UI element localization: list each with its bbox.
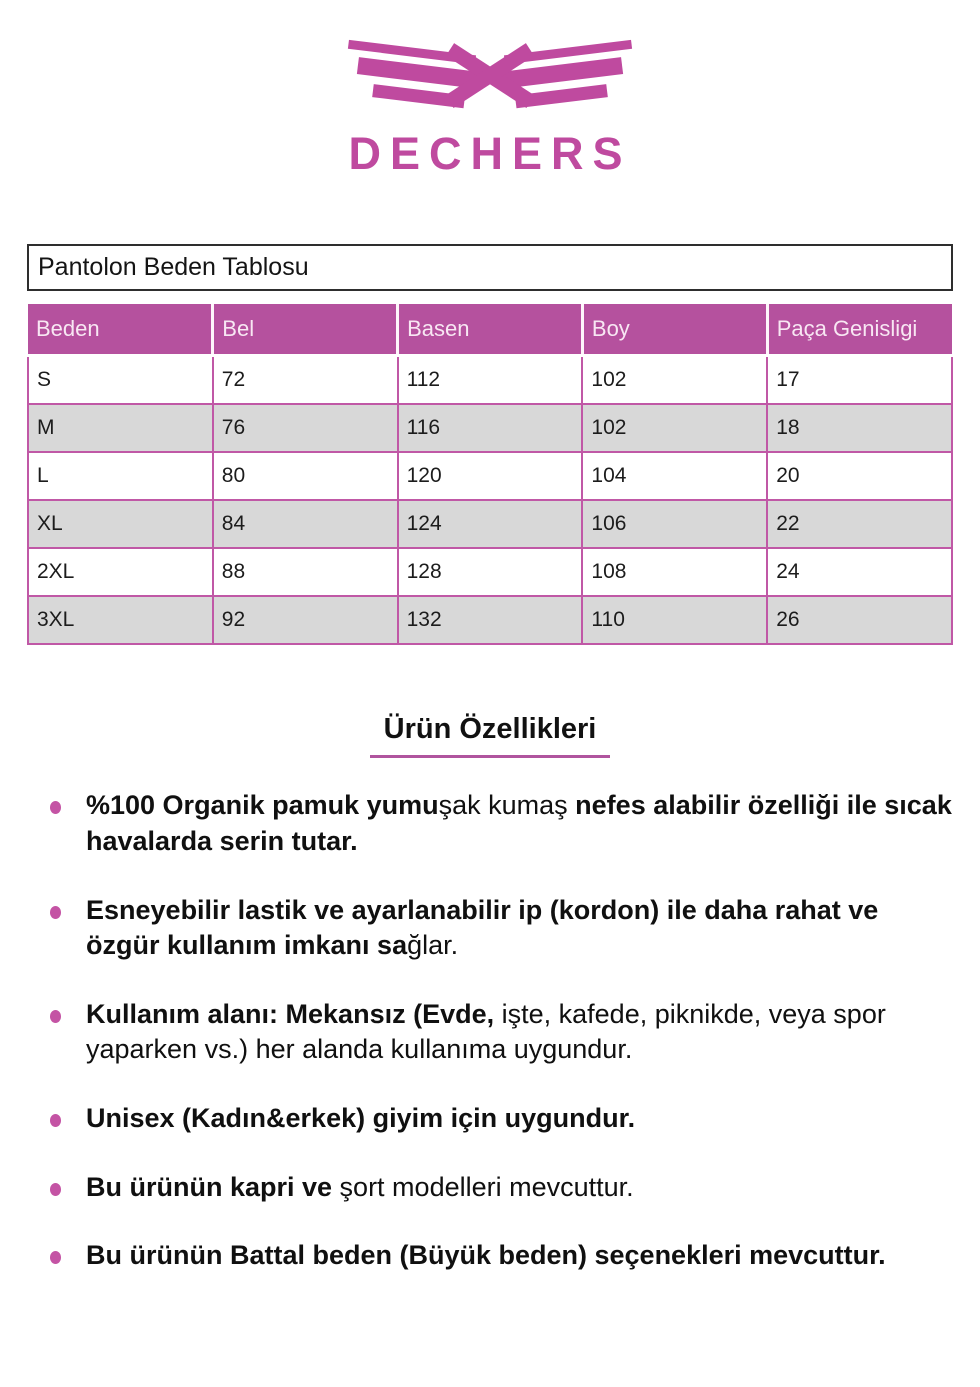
table-cell: 88 [213, 548, 398, 596]
size-table-head [28, 304, 952, 356]
winged-x-logo-icon [340, 30, 640, 128]
feature-text-segment: şort modelleri mevcuttur. [339, 1171, 634, 1202]
feature-text-segment: Bu ürünün Battal beden (Büyük beden) seçenekleri [86, 1240, 750, 1271]
table-cell: 18 [767, 404, 952, 452]
table-cell: M [28, 404, 213, 452]
table-cell: 110 [582, 596, 767, 644]
features-heading: Ürün Özellikleri [370, 713, 611, 758]
size-table-section [27, 244, 953, 645]
brand-header [0, 0, 980, 177]
table-cell: 2XL [28, 548, 213, 596]
table-cell: S [28, 356, 213, 405]
feature-text-segment: Unisex (Kadın&erkek) giyim için uygundur. [86, 1103, 636, 1133]
table-cell: 72 [213, 356, 398, 405]
table-cell: 76 [213, 404, 398, 452]
feature-text-segment: Esneyebilir lastik ve ayarlanabilir ip (kordon) ile daha rahat ve özgür kullanım imkanı sa [86, 894, 879, 961]
table-title: Pantolon Beden Tablosu [38, 253, 309, 282]
feature-item [30, 1170, 952, 1206]
table-cell: 3XL [28, 596, 213, 644]
table-cell: 124 [398, 500, 583, 548]
feature-item [30, 997, 952, 1068]
bullet-dot-icon [50, 1251, 61, 1264]
table-cell: 132 [398, 596, 583, 644]
table-header-cell: Bel [213, 304, 398, 356]
table-row [28, 452, 952, 500]
table-cell: XL [28, 500, 213, 548]
feature-item [30, 893, 952, 964]
feature-text-segment: Bu ürünün kapri ve [86, 1171, 340, 1202]
table-cell: 102 [582, 404, 767, 452]
bullet-dot-icon [50, 1183, 61, 1196]
table-header-cell: Paça Genisligi [767, 304, 952, 356]
table-title-box [27, 244, 953, 291]
table-cell: L [28, 452, 213, 500]
product-features-section [0, 713, 980, 1274]
table-row [28, 596, 952, 644]
size-table [27, 304, 953, 645]
bullet-dot-icon [50, 1010, 61, 1023]
table-row [28, 548, 952, 596]
table-cell: 104 [582, 452, 767, 500]
feature-text-segment: ğlar. [407, 930, 459, 961]
table-cell: 120 [398, 452, 583, 500]
table-cell: 112 [398, 356, 583, 405]
feature-item [30, 1238, 952, 1274]
table-cell: 84 [213, 500, 398, 548]
features-list [30, 788, 952, 1274]
feature-text-segment: Kullanım alanı: Mekansız (Evde, [86, 998, 502, 1029]
table-cell: 92 [213, 596, 398, 644]
table-cell: 116 [398, 404, 583, 452]
table-cell: 22 [767, 500, 952, 548]
feature-text-segment: işte, kafede, piknikde, veya spor yaparken vs.) her alanda kullanıma uygundur. [86, 998, 886, 1065]
feature-text-segment: nefes alabilir özelliği ile sıcak havalarda serin tutar. [86, 790, 952, 856]
bullet-dot-icon [50, 906, 61, 919]
bullet-dot-icon [50, 1114, 61, 1127]
size-table-body [28, 356, 952, 645]
table-cell: 80 [213, 452, 398, 500]
feature-item [30, 788, 952, 859]
feature-text-segment: %100 Organik pamuk yumu [86, 790, 439, 821]
table-row [28, 500, 952, 548]
table-cell: 26 [767, 596, 952, 644]
table-header-cell: Beden [28, 304, 213, 356]
table-row [28, 404, 952, 452]
brand-name: DECHERS [348, 128, 632, 179]
table-cell: 20 [767, 452, 952, 500]
table-cell: 128 [398, 548, 583, 596]
table-cell: 17 [767, 356, 952, 405]
table-row [28, 356, 952, 405]
table-cell: 108 [582, 548, 767, 596]
table-header-cell: Basen [398, 304, 583, 356]
feature-item [30, 1101, 952, 1137]
feature-text-segment: mevcuttur. [749, 1240, 886, 1271]
feature-text-segment: şak kumaş [438, 790, 576, 821]
table-cell: 106 [582, 500, 767, 548]
bullet-dot-icon [50, 801, 61, 814]
size-table-header-row [28, 304, 952, 356]
table-cell: 24 [767, 548, 952, 596]
table-header-cell: Boy [582, 304, 767, 356]
table-cell: 102 [582, 356, 767, 405]
